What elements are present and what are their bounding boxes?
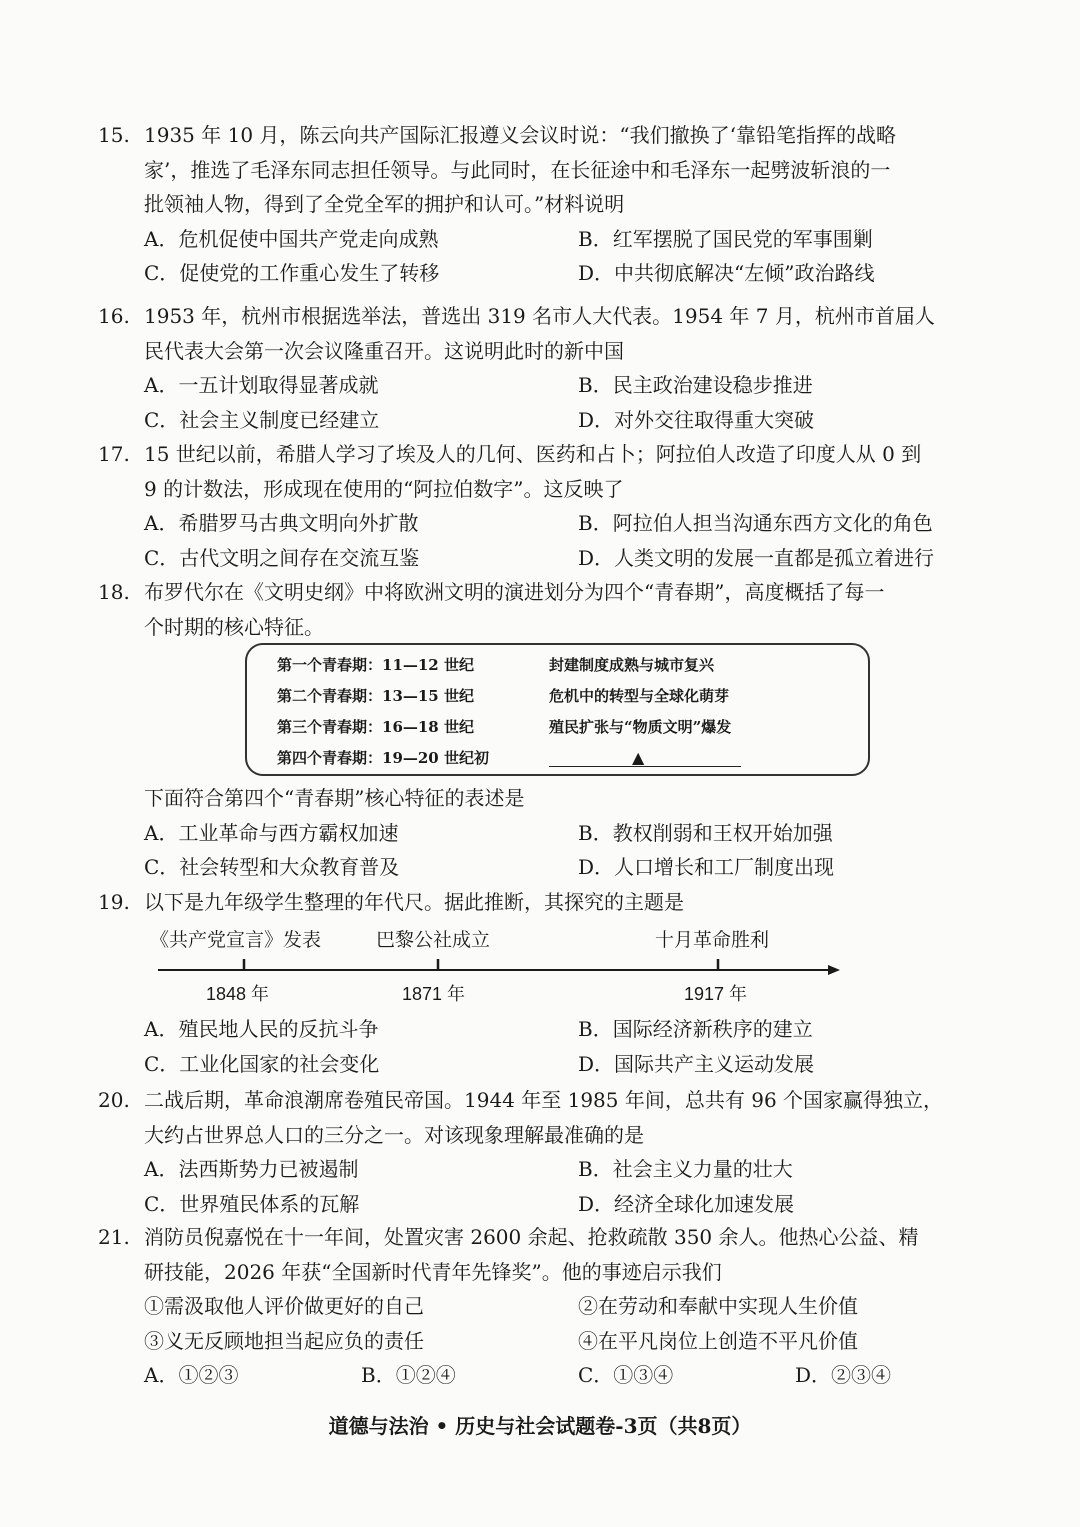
question-text: 个时期的核心特征。 bbox=[144, 614, 324, 639]
options bbox=[98, 816, 978, 885]
question-text: 布罗代尔在《文明史纲》中将欧洲文明的演进划分为四个“青春期”，高度概括了每一 bbox=[144, 580, 885, 604]
statement-3: ③义无反顾地担当起应负的责任 bbox=[144, 1328, 424, 1353]
question-number: 20. bbox=[98, 1088, 130, 1112]
option-d[interactable]: D．中共彻底解决“左倾”政治路线 bbox=[578, 261, 875, 285]
options bbox=[98, 1152, 978, 1221]
period-label: 第三个青春期：16—18 世纪 bbox=[277, 718, 474, 736]
question-number: 19. bbox=[98, 890, 130, 914]
page-footer: 道德与法治 • 历史与社会试题卷-3页（共8页） bbox=[328, 1414, 752, 1438]
question-text: 大约占世界总人口的三分之一。对该现象理解最准确的是 bbox=[144, 1122, 644, 1147]
question-text: 二战后期，革命浪潮席卷殖民帝国。1944 年至 1985 年间，总共有 96 个国家赢得独立， bbox=[144, 1088, 944, 1112]
question-18-continued bbox=[98, 781, 978, 885]
timeline-year: 1848 年 bbox=[206, 984, 270, 1004]
option-c[interactable]: C．社会主义制度已经建立 bbox=[144, 407, 380, 432]
option-a[interactable]: A．工业革命与西方霸权加速 bbox=[144, 820, 399, 845]
question-17 bbox=[98, 437, 978, 575]
option-c[interactable]: C．促使党的工作重心发生了转移 bbox=[144, 261, 440, 285]
option-b[interactable]: B．国际经济新秩序的建立 bbox=[578, 1017, 813, 1041]
option-a[interactable]: A．法西斯势力已被遏制 bbox=[144, 1157, 359, 1181]
option-a[interactable]: A．殖民地人民的反抗斗争 bbox=[144, 1017, 379, 1041]
option-a[interactable]: A．①②③ bbox=[144, 1363, 239, 1387]
period-feature: 封建制度成熟与城市复兴 bbox=[549, 656, 715, 674]
option-d[interactable]: D．人口增长和工厂制度出现 bbox=[578, 855, 835, 879]
option-c[interactable]: C．社会转型和大众教育普及 bbox=[144, 855, 400, 879]
question-19 bbox=[98, 885, 978, 920]
option-a[interactable]: A．一五计划取得显著成就 bbox=[144, 373, 379, 397]
question-number: 18. bbox=[98, 580, 130, 604]
period-label: 第二个青春期：13—15 世纪 bbox=[277, 687, 474, 705]
question-text: 研技能，2026 年获“全国新时代青年先锋奖”。他的事迹启示我们 bbox=[144, 1259, 722, 1284]
period-label: 第一个青春期：11—12 世纪 bbox=[277, 656, 474, 674]
timeline-event: 十月革命胜利 bbox=[655, 929, 770, 951]
question-text: 民代表大会第一次会议隆重召开。这说明此时的新中国 bbox=[144, 338, 624, 363]
options bbox=[98, 506, 978, 575]
question-number: 15. bbox=[98, 123, 130, 147]
timeline-event: 《共产党宣言》发表 bbox=[150, 929, 322, 951]
option-c[interactable]: C．古代文明之间存在交流互鉴 bbox=[144, 545, 420, 570]
option-c[interactable]: C．①③④ bbox=[578, 1363, 674, 1387]
options bbox=[98, 222, 978, 291]
youth-period-table bbox=[245, 643, 870, 776]
statement-2: ②在劳动和奉献中实现人生价值 bbox=[578, 1294, 858, 1318]
timeline-event: 巴黎公社成立 bbox=[376, 929, 491, 951]
option-b[interactable]: B．教权削弱和王权开始加强 bbox=[578, 820, 833, 845]
option-b[interactable]: B．民主政治建设稳步推进 bbox=[578, 373, 813, 397]
statements bbox=[98, 1289, 978, 1393]
question-16 bbox=[98, 299, 978, 437]
option-a[interactable]: A．危机促使中国共产党走向成熟 bbox=[144, 226, 439, 251]
period-label: 第四个青春期：19—20 世纪初 bbox=[277, 749, 489, 767]
option-b[interactable]: B．①②④ bbox=[361, 1363, 456, 1387]
question-15 bbox=[98, 118, 978, 291]
question-text: 以下是九年级学生整理的年代尺。据此推断，其探究的主题是 bbox=[144, 890, 684, 914]
option-c[interactable]: C．工业化国家的社会变化 bbox=[144, 1051, 380, 1076]
question-text: 1935 年 10 月，陈云向共产国际汇报遵义会议时说：“我们撤换了‘靠铅笔指挥的战略 bbox=[144, 123, 897, 147]
question-text: 下面符合第四个“青春期”核心特征的表述是 bbox=[144, 786, 525, 810]
question-20 bbox=[98, 1083, 978, 1221]
option-a[interactable]: A．希腊罗马古典文明向外扩散 bbox=[144, 511, 419, 535]
timeline-year: 1917 年 bbox=[684, 984, 748, 1004]
statement-4: ④在平凡岗位上创造不平凡价值 bbox=[578, 1328, 858, 1353]
question-text: 家’，推选了毛泽东同志担任领导。与此同时，在长征途中和毛泽东一起劈波斩浪的一 bbox=[144, 157, 891, 182]
option-d[interactable]: D．人类文明的发展一直都是孤立着进行 bbox=[578, 545, 935, 570]
question-text: 1953 年，杭州市根据选举法，普选出 319 名市人大代表。1954 年 7 月，杭州市首届人 bbox=[144, 304, 935, 328]
option-d[interactable]: D．对外交往取得重大突破 bbox=[578, 407, 815, 432]
option-b[interactable]: B．社会主义力量的壮大 bbox=[578, 1157, 793, 1181]
question-19-options bbox=[98, 1012, 978, 1081]
question-21 bbox=[98, 1220, 978, 1393]
table-row bbox=[277, 748, 877, 768]
options bbox=[98, 1012, 978, 1081]
question-number: 17. bbox=[98, 442, 130, 466]
question-number: 21. bbox=[98, 1225, 130, 1249]
answer-blank bbox=[549, 766, 741, 767]
timeline bbox=[150, 925, 850, 1005]
option-d[interactable]: D．经济全球化加速发展 bbox=[578, 1191, 795, 1216]
question-number: 16. bbox=[98, 304, 130, 328]
period-feature: 危机中的转型与全球化萌芽 bbox=[549, 687, 730, 705]
statement-1: ①需汲取他人评价做更好的自己 bbox=[144, 1294, 424, 1318]
option-d[interactable]: D．国际共产主义运动发展 bbox=[578, 1051, 815, 1076]
option-d[interactable]: D．②③④ bbox=[795, 1363, 892, 1387]
question-text: 批领袖人物，得到了全党全军的拥护和认可。”材料说明 bbox=[144, 192, 625, 216]
timeline-year: 1871 年 bbox=[402, 984, 466, 1004]
triangle-marker: ▲ bbox=[632, 748, 645, 767]
question-text: 15 世纪以前，希腊人学习了埃及人的几何、医药和占卜；阿拉伯人改造了印度人从 0 到 bbox=[144, 442, 922, 466]
question-text: 9 的计数法，形成现在使用的“阿拉伯数字”。这反映了 bbox=[144, 476, 624, 501]
question-18 bbox=[98, 575, 978, 644]
question-text: 消防员倪嘉悦在十一年间，处置灾害 2600 余起、抢救疏散 350 余人。他热心公益、精 bbox=[144, 1225, 919, 1249]
option-b[interactable]: B．红军摆脱了国民党的军事围剿 bbox=[578, 226, 873, 251]
option-c[interactable]: C．世界殖民体系的瓦解 bbox=[144, 1191, 360, 1216]
period-feature: 殖民扩张与“物质文明”爆发 bbox=[549, 718, 732, 736]
options bbox=[98, 368, 978, 437]
option-b[interactable]: B．阿拉伯人担当沟通东西方文化的角色 bbox=[578, 511, 933, 535]
